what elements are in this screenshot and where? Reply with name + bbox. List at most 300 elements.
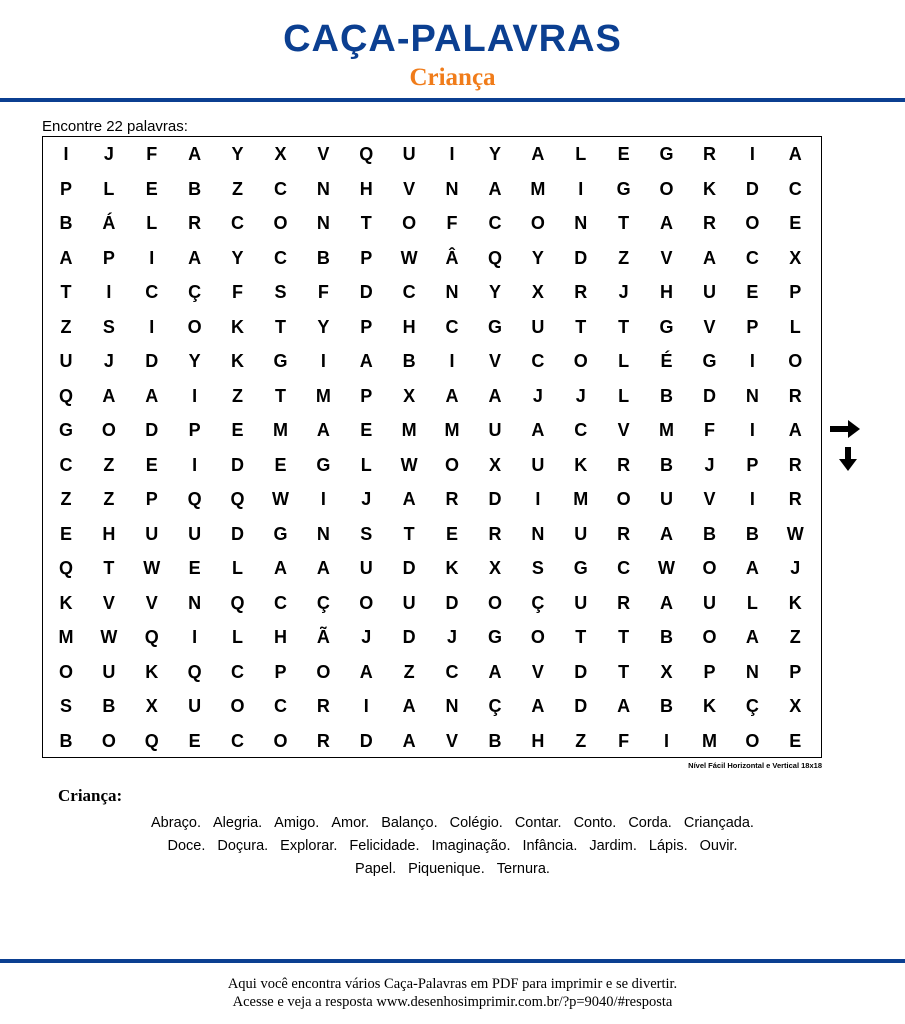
grid-cell[interactable]: A bbox=[531, 144, 545, 164]
grid-cell[interactable]: V bbox=[446, 730, 459, 751]
grid-cell[interactable]: T bbox=[274, 385, 286, 406]
grid-cell[interactable]: A bbox=[660, 592, 674, 613]
grid-cell[interactable]: O bbox=[316, 661, 331, 682]
grid-cell[interactable]: B bbox=[745, 523, 759, 544]
grid-cell[interactable]: A bbox=[145, 385, 159, 406]
grid-cell[interactable]: T bbox=[618, 627, 630, 647]
grid-cell[interactable]: A bbox=[745, 558, 759, 578]
grid-cell[interactable]: C bbox=[445, 661, 459, 682]
grid-cell[interactable]: Y bbox=[231, 144, 244, 164]
grid-cell[interactable]: Z bbox=[103, 454, 115, 475]
grid-cell[interactable]: X bbox=[274, 144, 287, 164]
grid-cell[interactable]: A bbox=[402, 730, 416, 751]
grid-cell[interactable]: Ç bbox=[316, 592, 330, 613]
grid-cell[interactable]: Z bbox=[575, 730, 587, 751]
grid-cell[interactable]: U bbox=[145, 523, 159, 544]
grid-cell[interactable]: U bbox=[402, 144, 416, 164]
grid-cell[interactable]: X bbox=[789, 247, 802, 268]
grid-cell[interactable]: I bbox=[149, 316, 155, 337]
grid-cell[interactable]: L bbox=[103, 178, 115, 199]
grid-cell[interactable]: E bbox=[188, 558, 201, 578]
grid-cell[interactable]: P bbox=[145, 489, 158, 509]
grid-cell[interactable]: A bbox=[102, 385, 116, 406]
grid-cell[interactable]: R bbox=[702, 213, 716, 233]
grid-cell[interactable]: P bbox=[102, 247, 115, 268]
grid-cell[interactable]: N bbox=[316, 523, 330, 544]
grid-cell[interactable]: J bbox=[532, 385, 543, 406]
grid-cell[interactable]: D bbox=[231, 523, 245, 544]
grid-cell[interactable]: Z bbox=[60, 316, 72, 337]
grid-cell[interactable]: W bbox=[400, 454, 418, 475]
grid-cell[interactable]: K bbox=[145, 661, 159, 682]
grid-cell[interactable]: A bbox=[316, 420, 330, 440]
grid-cell[interactable]: B bbox=[660, 454, 674, 475]
grid-cell[interactable]: U bbox=[402, 592, 416, 613]
grid-cell[interactable]: O bbox=[702, 558, 717, 578]
grid-cell[interactable]: Y bbox=[188, 351, 201, 371]
grid-cell[interactable]: L bbox=[232, 627, 244, 647]
grid-cell[interactable]: C bbox=[231, 213, 245, 233]
grid-cell[interactable]: R bbox=[316, 730, 330, 751]
grid-cell[interactable]: E bbox=[617, 144, 630, 164]
grid-cell[interactable]: L bbox=[618, 385, 630, 406]
grid-cell[interactable]: G bbox=[659, 316, 674, 337]
grid-cell[interactable]: U bbox=[574, 523, 588, 544]
grid-cell[interactable]: W bbox=[786, 523, 804, 544]
grid-cell[interactable]: A bbox=[359, 351, 373, 371]
grid-cell[interactable]: C bbox=[231, 661, 245, 682]
grid-cell[interactable]: V bbox=[617, 420, 630, 440]
grid-cell[interactable]: O bbox=[659, 178, 674, 199]
grid-cell[interactable]: R bbox=[702, 144, 716, 164]
grid-cell[interactable]: D bbox=[702, 385, 716, 406]
grid-cell[interactable]: P bbox=[789, 282, 802, 302]
grid-cell[interactable]: Y bbox=[317, 316, 330, 337]
grid-cell[interactable]: U bbox=[188, 696, 202, 716]
grid-cell[interactable]: G bbox=[487, 627, 502, 647]
grid-cell[interactable]: K bbox=[702, 696, 716, 716]
grid-cell[interactable]: X bbox=[403, 385, 416, 406]
grid-cell[interactable]: K bbox=[574, 454, 588, 475]
grid-cell[interactable]: I bbox=[749, 489, 755, 509]
grid-cell[interactable]: J bbox=[447, 627, 458, 647]
grid-cell[interactable]: M bbox=[401, 420, 417, 440]
grid-cell[interactable]: N bbox=[745, 661, 759, 682]
grid-cell[interactable]: D bbox=[359, 282, 373, 302]
grid-cell[interactable]: C bbox=[231, 730, 245, 751]
grid-cell[interactable]: Q bbox=[187, 661, 202, 682]
grid-cell[interactable]: B bbox=[59, 213, 73, 233]
grid-cell[interactable]: P bbox=[703, 661, 716, 682]
grid-cell[interactable]: I bbox=[106, 282, 112, 302]
grid-cell[interactable]: R bbox=[788, 489, 802, 509]
grid-cell[interactable]: Â bbox=[445, 247, 459, 268]
grid-cell[interactable]: M bbox=[530, 178, 546, 199]
grid-cell[interactable]: P bbox=[746, 316, 759, 337]
grid-cell[interactable]: G bbox=[702, 351, 717, 371]
grid-cell[interactable]: Q bbox=[144, 730, 159, 751]
grid-cell[interactable]: Á bbox=[102, 213, 116, 233]
grid-cell[interactable]: T bbox=[274, 316, 286, 337]
grid-cell[interactable]: A bbox=[273, 558, 287, 578]
grid-cell[interactable]: E bbox=[789, 213, 802, 233]
grid-cell[interactable]: B bbox=[660, 696, 674, 716]
grid-cell[interactable]: W bbox=[400, 247, 418, 268]
grid-cell[interactable]: P bbox=[188, 420, 201, 440]
grid-cell[interactable]: X bbox=[145, 696, 158, 716]
grid-cell[interactable]: C bbox=[273, 696, 287, 716]
grid-cell[interactable]: E bbox=[789, 730, 802, 751]
grid-cell[interactable]: X bbox=[488, 454, 501, 475]
grid-cell[interactable]: C bbox=[745, 247, 759, 268]
grid-cell[interactable]: U bbox=[188, 523, 202, 544]
grid-cell[interactable]: U bbox=[102, 661, 116, 682]
grid-cell[interactable]: K bbox=[702, 178, 716, 199]
grid-cell[interactable]: O bbox=[402, 213, 417, 233]
grid-cell[interactable]: R bbox=[574, 282, 588, 302]
grid-cell[interactable]: R bbox=[316, 696, 330, 716]
grid-cell[interactable]: M bbox=[315, 385, 331, 406]
grid-cell[interactable]: H bbox=[273, 627, 287, 647]
grid-cell[interactable]: E bbox=[231, 420, 244, 440]
grid-cell[interactable]: Q bbox=[230, 489, 245, 509]
grid-cell[interactable]: V bbox=[703, 316, 716, 337]
grid-cell[interactable]: I bbox=[320, 489, 326, 509]
grid-cell[interactable]: I bbox=[449, 144, 455, 164]
grid-cell[interactable]: I bbox=[749, 351, 755, 371]
grid-cell[interactable]: D bbox=[402, 558, 416, 578]
grid-cell[interactable]: S bbox=[59, 696, 72, 716]
grid-cell[interactable]: O bbox=[788, 351, 803, 371]
grid-cell[interactable]: D bbox=[359, 730, 373, 751]
grid-cell[interactable]: Q bbox=[187, 489, 202, 509]
grid-cell[interactable]: E bbox=[145, 178, 158, 199]
grid-cell[interactable]: B bbox=[488, 730, 502, 751]
grid-cell[interactable]: G bbox=[616, 178, 631, 199]
grid-cell[interactable]: A bbox=[316, 558, 330, 578]
grid-cell[interactable]: P bbox=[360, 385, 373, 406]
grid-cell[interactable]: Ç bbox=[745, 696, 759, 716]
grid-cell[interactable]: G bbox=[659, 144, 674, 164]
footer-link-text[interactable]: Acesse e veja a resposta www.desenhosimprimir.com.br/?p=9040/#resposta bbox=[232, 994, 673, 1010]
grid-cell[interactable]: C bbox=[445, 316, 459, 337]
grid-cell[interactable]: U bbox=[574, 592, 588, 613]
grid-cell[interactable]: M bbox=[659, 420, 675, 440]
grid-cell[interactable]: V bbox=[703, 489, 716, 509]
grid-cell[interactable]: H bbox=[402, 316, 416, 337]
grid-cell[interactable]: A bbox=[402, 696, 416, 716]
grid-cell[interactable]: F bbox=[703, 420, 715, 440]
grid-cell[interactable]: E bbox=[274, 454, 287, 475]
grid-cell[interactable]: V bbox=[403, 178, 416, 199]
grid-cell[interactable]: I bbox=[449, 351, 455, 371]
grid-cell[interactable]: U bbox=[531, 316, 545, 337]
grid-cell[interactable]: A bbox=[617, 696, 631, 716]
grid-cell[interactable]: U bbox=[488, 420, 502, 440]
grid-cell[interactable]: X bbox=[531, 282, 544, 302]
grid-cell[interactable]: R bbox=[617, 592, 631, 613]
grid-cell[interactable]: M bbox=[701, 730, 717, 751]
grid-cell[interactable]: H bbox=[660, 282, 674, 302]
grid-cell[interactable]: P bbox=[360, 247, 373, 268]
grid-cell[interactable]: I bbox=[578, 178, 584, 199]
grid-cell[interactable]: A bbox=[445, 385, 459, 406]
grid-cell[interactable]: U bbox=[59, 351, 73, 371]
grid-cell[interactable]: I bbox=[149, 247, 155, 268]
grid-cell[interactable]: V bbox=[317, 144, 330, 164]
grid-cell[interactable]: K bbox=[788, 592, 802, 613]
grid-cell[interactable]: T bbox=[60, 282, 72, 302]
grid-cell[interactable]: B bbox=[102, 696, 116, 716]
grid-cell[interactable]: Q bbox=[58, 385, 73, 406]
grid-cell[interactable]: B bbox=[59, 730, 73, 751]
grid-cell[interactable]: E bbox=[360, 420, 373, 440]
grid-cell[interactable]: L bbox=[618, 351, 630, 371]
grid-cell[interactable]: Z bbox=[618, 247, 630, 268]
grid-cell[interactable]: O bbox=[273, 730, 288, 751]
grid-cell[interactable]: G bbox=[487, 316, 502, 337]
grid-cell[interactable]: A bbox=[702, 247, 716, 268]
grid-cell[interactable]: I bbox=[192, 627, 198, 647]
grid-cell[interactable]: P bbox=[59, 178, 72, 199]
grid-cell[interactable]: I bbox=[192, 385, 198, 406]
grid-cell[interactable]: N bbox=[445, 696, 459, 716]
grid-cell[interactable]: S bbox=[531, 558, 544, 578]
grid-cell[interactable]: G bbox=[58, 420, 73, 440]
grid-cell[interactable]: U bbox=[359, 558, 373, 578]
grid-cell[interactable]: F bbox=[618, 730, 630, 751]
grid-cell[interactable]: Q bbox=[230, 592, 245, 613]
grid-cell[interactable]: Z bbox=[232, 385, 244, 406]
grid-cell[interactable]: E bbox=[746, 282, 759, 302]
grid-cell[interactable]: S bbox=[274, 282, 287, 302]
grid-cell[interactable]: A bbox=[488, 385, 502, 406]
grid-cell[interactable]: P bbox=[360, 316, 373, 337]
grid-cell[interactable]: H bbox=[359, 178, 373, 199]
grid-cell[interactable]: Ç bbox=[188, 282, 202, 302]
grid-cell[interactable]: K bbox=[445, 558, 459, 578]
grid-cell[interactable]: N bbox=[445, 282, 459, 302]
grid-cell[interactable]: O bbox=[745, 730, 760, 751]
grid-cell[interactable]: D bbox=[488, 489, 502, 509]
grid-cell[interactable]: Ç bbox=[488, 696, 502, 716]
grid-cell[interactable]: P bbox=[274, 661, 287, 682]
grid-cell[interactable]: D bbox=[445, 592, 459, 613]
grid-cell[interactable]: O bbox=[101, 730, 116, 751]
grid-cell[interactable]: D bbox=[745, 178, 759, 199]
grid-cell[interactable]: C bbox=[788, 178, 802, 199]
grid-cell[interactable]: A bbox=[531, 420, 545, 440]
grid-cell[interactable]: M bbox=[573, 489, 589, 509]
grid-cell[interactable]: Y bbox=[231, 247, 244, 268]
grid-cell[interactable]: M bbox=[58, 627, 74, 647]
grid-cell[interactable]: N bbox=[188, 592, 202, 613]
grid-cell[interactable]: C bbox=[273, 247, 287, 268]
grid-cell[interactable]: L bbox=[232, 558, 244, 578]
grid-cell[interactable]: I bbox=[320, 351, 326, 371]
grid-cell[interactable]: T bbox=[575, 627, 587, 647]
grid-cell[interactable]: N bbox=[316, 213, 330, 233]
grid-cell[interactable]: L bbox=[575, 144, 587, 164]
grid-cell[interactable]: N bbox=[745, 385, 759, 406]
grid-cell[interactable]: T bbox=[403, 523, 415, 544]
grid-cell[interactable]: O bbox=[359, 592, 374, 613]
grid-cell[interactable]: D bbox=[574, 247, 588, 268]
grid-cell[interactable]: U bbox=[531, 454, 545, 475]
grid-cell[interactable]: I bbox=[664, 730, 670, 751]
grid-cell[interactable]: X bbox=[660, 661, 673, 682]
grid-cell[interactable]: O bbox=[616, 489, 631, 509]
grid-cell[interactable]: K bbox=[231, 316, 245, 337]
grid-cell[interactable]: A bbox=[488, 661, 502, 682]
grid-cell[interactable]: O bbox=[101, 420, 116, 440]
grid-cell[interactable]: R bbox=[617, 454, 631, 475]
grid-cell[interactable]: I bbox=[749, 144, 755, 164]
grid-cell[interactable]: N bbox=[574, 213, 588, 233]
grid-cell[interactable]: C bbox=[574, 420, 588, 440]
grid-cell[interactable]: Z bbox=[103, 489, 115, 509]
grid-cell[interactable]: U bbox=[702, 592, 716, 613]
grid-cell[interactable]: D bbox=[574, 661, 588, 682]
grid-cell[interactable]: J bbox=[575, 385, 586, 406]
grid-cell[interactable]: Ç bbox=[531, 592, 545, 613]
grid-cell[interactable]: C bbox=[59, 454, 73, 475]
grid-cell[interactable]: R bbox=[617, 523, 631, 544]
grid-cell[interactable]: B bbox=[660, 627, 674, 647]
grid-cell[interactable]: U bbox=[660, 489, 674, 509]
grid-cell[interactable]: A bbox=[745, 627, 759, 647]
grid-cell[interactable]: Q bbox=[58, 558, 73, 578]
grid-cell[interactable]: G bbox=[573, 558, 588, 578]
grid-cell[interactable]: R bbox=[788, 454, 802, 475]
grid-cell[interactable]: N bbox=[316, 178, 330, 199]
grid-cell[interactable]: P bbox=[746, 454, 759, 475]
grid-cell[interactable]: W bbox=[658, 558, 676, 578]
grid-cell[interactable]: Z bbox=[403, 661, 415, 682]
grid-cell[interactable]: A bbox=[660, 523, 674, 544]
grid-cell[interactable]: I bbox=[535, 489, 541, 509]
grid-cell[interactable]: E bbox=[145, 454, 158, 475]
grid-cell[interactable]: N bbox=[445, 178, 459, 199]
grid-cell[interactable]: O bbox=[230, 696, 245, 716]
grid-cell[interactable]: N bbox=[531, 523, 545, 544]
grid-cell[interactable]: M bbox=[272, 420, 288, 440]
grid-cell[interactable]: V bbox=[488, 351, 501, 371]
grid-cell[interactable]: O bbox=[58, 661, 73, 682]
grid-cell[interactable]: E bbox=[59, 523, 72, 544]
grid-cell[interactable]: C bbox=[531, 351, 545, 371]
grid-cell[interactable]: T bbox=[618, 316, 630, 337]
grid-cell[interactable]: L bbox=[746, 592, 758, 613]
grid-cell[interactable]: C bbox=[145, 282, 159, 302]
grid-cell[interactable]: O bbox=[530, 627, 545, 647]
grid-cell[interactable]: Q bbox=[487, 247, 502, 268]
grid-cell[interactable]: T bbox=[575, 316, 587, 337]
grid-cell[interactable]: F bbox=[232, 282, 244, 302]
grid-cell[interactable]: B bbox=[402, 351, 416, 371]
grid-cell[interactable]: A bbox=[788, 144, 802, 164]
grid-cell[interactable]: D bbox=[145, 351, 159, 371]
grid-cell[interactable]: T bbox=[618, 661, 630, 682]
grid-cell[interactable]: O bbox=[445, 454, 460, 475]
grid-cell[interactable]: H bbox=[531, 730, 545, 751]
grid-cell[interactable]: G bbox=[316, 454, 331, 475]
grid-cell[interactable]: F bbox=[446, 213, 458, 233]
grid-cell[interactable]: T bbox=[618, 213, 630, 233]
grid-cell[interactable]: A bbox=[188, 144, 202, 164]
grid-cell[interactable]: I bbox=[363, 696, 369, 716]
grid-cell[interactable]: O bbox=[530, 213, 545, 233]
grid-cell[interactable]: C bbox=[273, 592, 287, 613]
grid-cell[interactable]: Q bbox=[144, 627, 159, 647]
grid-cell[interactable]: B bbox=[188, 178, 202, 199]
grid-cell[interactable]: A bbox=[488, 178, 502, 199]
grid-cell[interactable]: R bbox=[445, 489, 459, 509]
grid-cell[interactable]: T bbox=[360, 213, 372, 233]
grid-cell[interactable]: B bbox=[316, 247, 330, 268]
grid-cell[interactable]: A bbox=[531, 696, 545, 716]
grid-cell[interactable]: W bbox=[143, 558, 161, 578]
grid-cell[interactable]: I bbox=[192, 454, 198, 475]
grid-cell[interactable]: F bbox=[317, 282, 329, 302]
grid-cell[interactable]: J bbox=[618, 282, 629, 302]
grid-cell[interactable]: D bbox=[231, 454, 245, 475]
grid-cell[interactable]: O bbox=[187, 316, 202, 337]
grid-cell[interactable]: J bbox=[361, 627, 372, 647]
grid-cell[interactable]: V bbox=[531, 661, 544, 682]
grid-cell[interactable]: W bbox=[271, 489, 289, 509]
grid-cell[interactable]: A bbox=[788, 420, 802, 440]
grid-cell[interactable]: J bbox=[704, 454, 715, 475]
grid-cell[interactable]: K bbox=[231, 351, 245, 371]
grid-cell[interactable]: R bbox=[488, 523, 502, 544]
grid-cell[interactable]: D bbox=[402, 627, 416, 647]
grid-cell[interactable]: Y bbox=[488, 144, 501, 164]
grid-cell[interactable]: J bbox=[103, 144, 114, 164]
grid-cell[interactable]: Z bbox=[232, 178, 244, 199]
grid-cell[interactable]: S bbox=[102, 316, 115, 337]
grid-cell[interactable]: P bbox=[789, 661, 802, 682]
grid-cell[interactable]: C bbox=[488, 213, 502, 233]
grid-cell[interactable]: B bbox=[660, 385, 674, 406]
grid-cell[interactable]: I bbox=[749, 420, 755, 440]
grid-cell[interactable]: O bbox=[745, 213, 760, 233]
grid-cell[interactable]: H bbox=[102, 523, 116, 544]
grid-cell[interactable]: S bbox=[360, 523, 373, 544]
grid-cell[interactable]: V bbox=[660, 247, 673, 268]
grid-cell[interactable]: J bbox=[790, 558, 801, 578]
grid-cell[interactable]: C bbox=[402, 282, 416, 302]
grid-cell[interactable]: I bbox=[63, 144, 69, 164]
grid-cell[interactable]: G bbox=[273, 523, 288, 544]
grid-cell[interactable]: Q bbox=[359, 144, 374, 164]
grid-cell[interactable]: C bbox=[617, 558, 631, 578]
grid-cell[interactable]: Z bbox=[789, 627, 801, 647]
grid-cell[interactable]: A bbox=[188, 247, 202, 268]
grid-cell[interactable]: E bbox=[188, 730, 201, 751]
grid-cell[interactable]: G bbox=[273, 351, 288, 371]
grid-cell[interactable]: O bbox=[487, 592, 502, 613]
grid-cell[interactable]: J bbox=[103, 351, 114, 371]
grid-cell[interactable]: V bbox=[102, 592, 115, 613]
grid-cell[interactable]: X bbox=[488, 558, 501, 578]
grid-cell[interactable]: R bbox=[788, 385, 802, 406]
grid-cell[interactable]: A bbox=[59, 247, 73, 268]
grid-cell[interactable]: R bbox=[188, 213, 202, 233]
grid-cell[interactable]: L bbox=[360, 454, 372, 475]
grid-cell[interactable]: L bbox=[146, 213, 158, 233]
grid-cell[interactable]: X bbox=[789, 696, 802, 716]
